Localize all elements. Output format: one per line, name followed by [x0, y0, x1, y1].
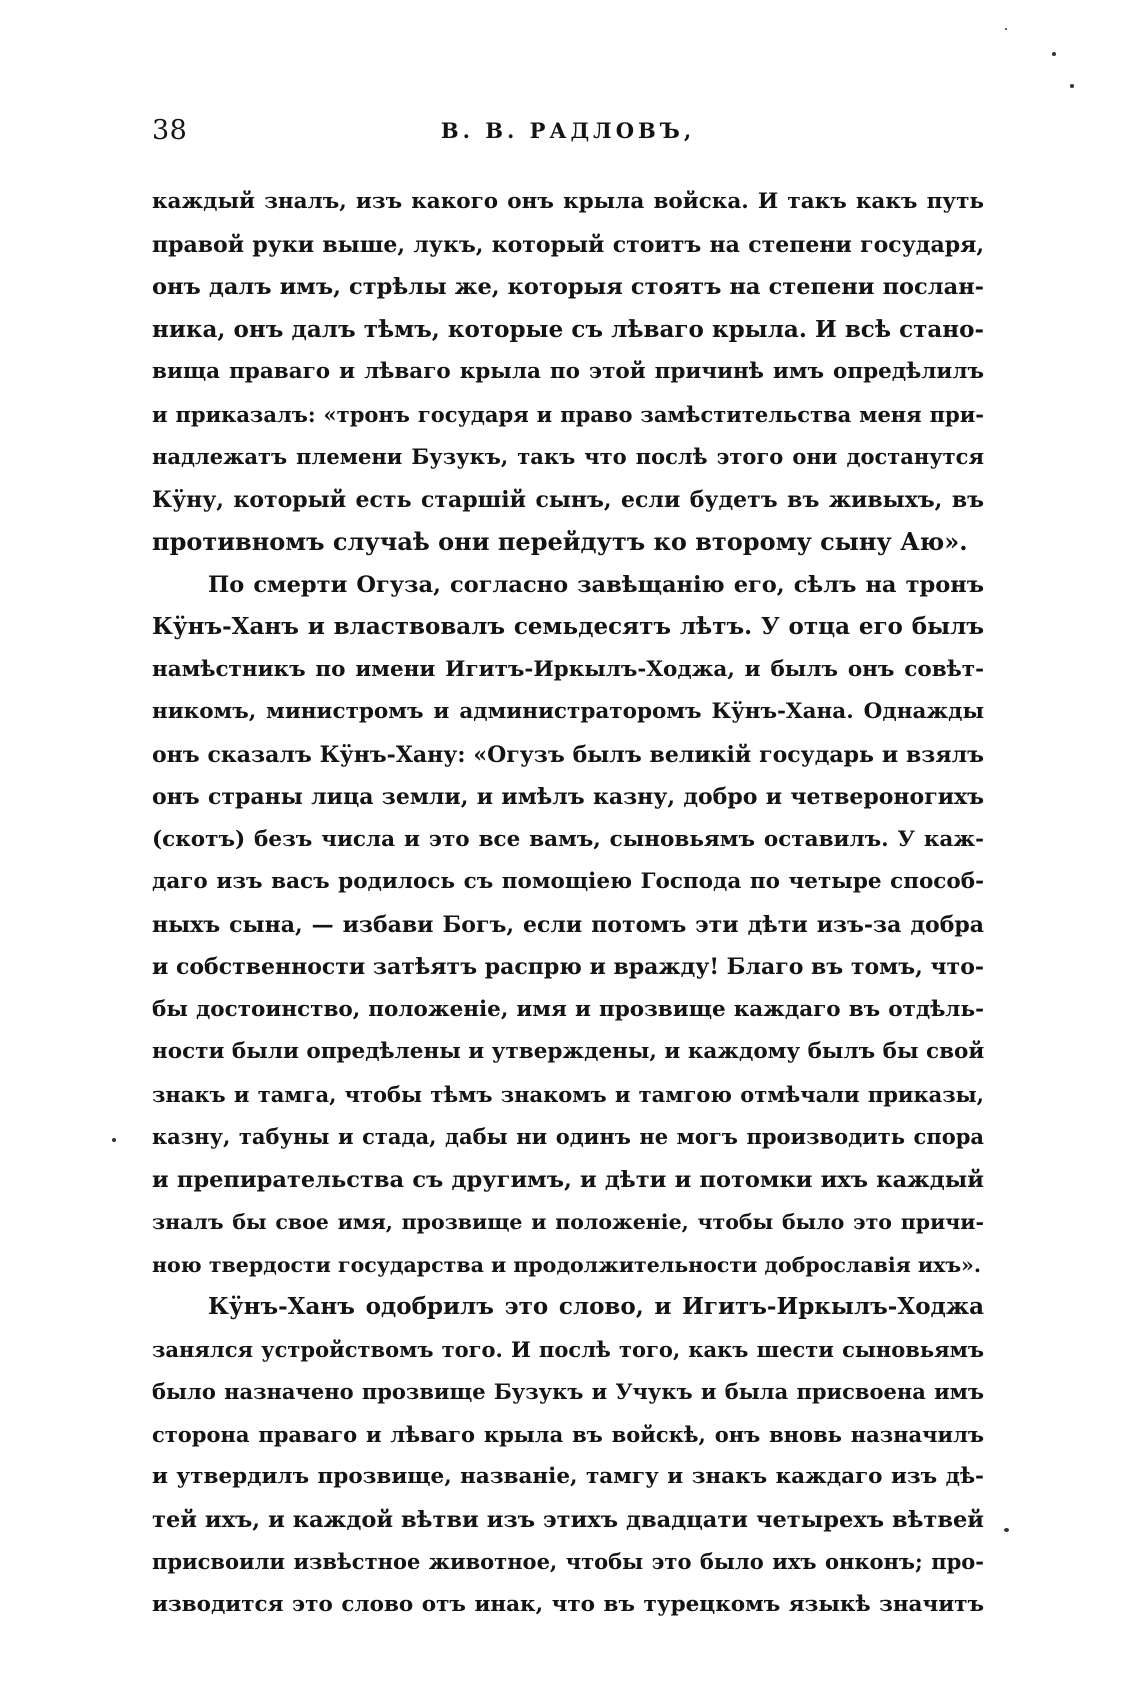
- text-line: тей ихъ, и каждой вѣтви изъ этихъ двадцати четырехъ вѣтвей: [152, 1506, 984, 1533]
- page-header: [152, 115, 984, 155]
- paragraph-1: [152, 181, 984, 564]
- text-line: никомъ, министромъ и администраторомъ Кӱнъ-Хана. Однажды: [152, 699, 984, 724]
- scan-speck: [1004, 1528, 1009, 1532]
- text-line: ности были опредѣлены и утверждены, и каждому былъ бы свой: [152, 1039, 984, 1064]
- text-line: ною твердости государства и продолжительности доброславія ихъ».: [152, 1252, 982, 1277]
- text-line: присвоили извѣстное животное, чтобы это было ихъ онконъ; про-: [152, 1549, 984, 1574]
- running-head: В. В. РАДЛОВЪ,: [440, 118, 696, 143]
- page-number: 38: [152, 115, 188, 146]
- text-line: и утвердилъ прозвище, названіе, тамгу и знакъ каждаго изъ дѣ-: [152, 1464, 984, 1489]
- text-line: ника, онъ далъ тѣмъ, которые съ лѣваго крыла. И всѣ стано-: [152, 315, 984, 343]
- scan-speck: [112, 1138, 116, 1142]
- scan-speck: [1005, 28, 1007, 30]
- text-line: ныхъ сына, — избави Богъ, если потомъ эти дѣти изъ-за добра: [152, 911, 984, 938]
- body-text: [152, 181, 984, 1626]
- text-line: намѣстникъ по имени Игитъ-Иркылъ-Ходжа, и былъ онъ совѣт-: [152, 656, 984, 682]
- text-line: правой руки выше, лукъ, который стоитъ на степени государя,: [152, 231, 984, 258]
- text-line: и приказалъ: «тронъ государя и право замѣстительства меня при-: [152, 401, 984, 427]
- text-line: каждый зналъ, изъ какого онъ крыла войска. И такъ какъ путь: [152, 189, 984, 214]
- paragraph-2: [152, 564, 984, 1287]
- text-line: вища праваго и лѣваго крыла по этой причинѣ имъ опредѣлилъ: [152, 359, 984, 384]
- text-line: зналъ бы свое имя, прозвище и положеніе, чтобы было это причи-: [152, 1210, 984, 1234]
- text-line: и препирательства съ другимъ, и дѣти и потомки ихъ каждый: [152, 1166, 984, 1193]
- text-line: Кӱнъ-Ханъ и властвовалъ семьдесятъ лѣтъ. У отца его былъ: [152, 613, 984, 640]
- scan-speck: [1070, 84, 1074, 88]
- text-line: онъ сказалъ Кӱнъ-Хану: «Огузъ былъ великій государь и взялъ: [152, 741, 984, 768]
- text-line: казну, табуны и стада, дабы ни одинъ не могъ производить спора: [152, 1124, 984, 1149]
- text-line: знакъ и тамга, чтобы тѣмъ знакомъ и тамгою отмѣчали приказы,: [152, 1081, 984, 1107]
- text-line: онъ далъ имъ, стрѣлы же, которыя стоятъ на степени послан-: [152, 274, 984, 300]
- text-line: и собственности затѣятъ распрю и вражду! Благо въ томъ, что-: [152, 954, 984, 980]
- scan-speck: [1052, 52, 1056, 56]
- text-line: противномъ случаѣ они перейдутъ ко второму сыну Аю».: [152, 527, 968, 556]
- text-line: было назначено прозвище Бузукъ и Учукъ и была присвоена имъ: [152, 1379, 984, 1404]
- text-line: Кӱнъ-Ханъ одобрилъ это слово, и Игитъ-Иркылъ-Ходжа: [208, 1293, 984, 1320]
- text-line: По смерти Огуза, согласно завѣщанію его, сѣлъ на тронъ: [208, 571, 984, 598]
- text-line: занялся устройствомъ того. И послѣ того, какъ шести сыновьямъ: [152, 1336, 984, 1362]
- text-line: даго изъ васъ родилось съ помощіею Господа по четыре способ-: [152, 869, 984, 894]
- text-line: сторона праваго и лѣваго крыла въ войскѣ, онъ вновь назначилъ: [152, 1421, 984, 1447]
- paragraph-3: [152, 1286, 984, 1626]
- text-line: бы достоинство, положеніе, имя и прозвище каждаго въ отдѣль-: [152, 996, 984, 1022]
- text-line: Кӱну, который есть старшій сынъ, если будетъ въ живыхъ, въ: [152, 486, 984, 513]
- text-line: онъ страны лица земли, и имѣлъ казну, добро и четвероногихъ: [152, 784, 984, 810]
- text-line: (скотъ) безъ числа и это все вамъ, сыновьямъ оставилъ. У каж-: [152, 826, 984, 852]
- text-line: изводится это слово отъ инак, что въ турецкомъ языкѣ значитъ: [152, 1591, 984, 1617]
- text-line: надлежатъ племени Бузукъ, такъ что послѣ этого они достанутся: [152, 444, 984, 469]
